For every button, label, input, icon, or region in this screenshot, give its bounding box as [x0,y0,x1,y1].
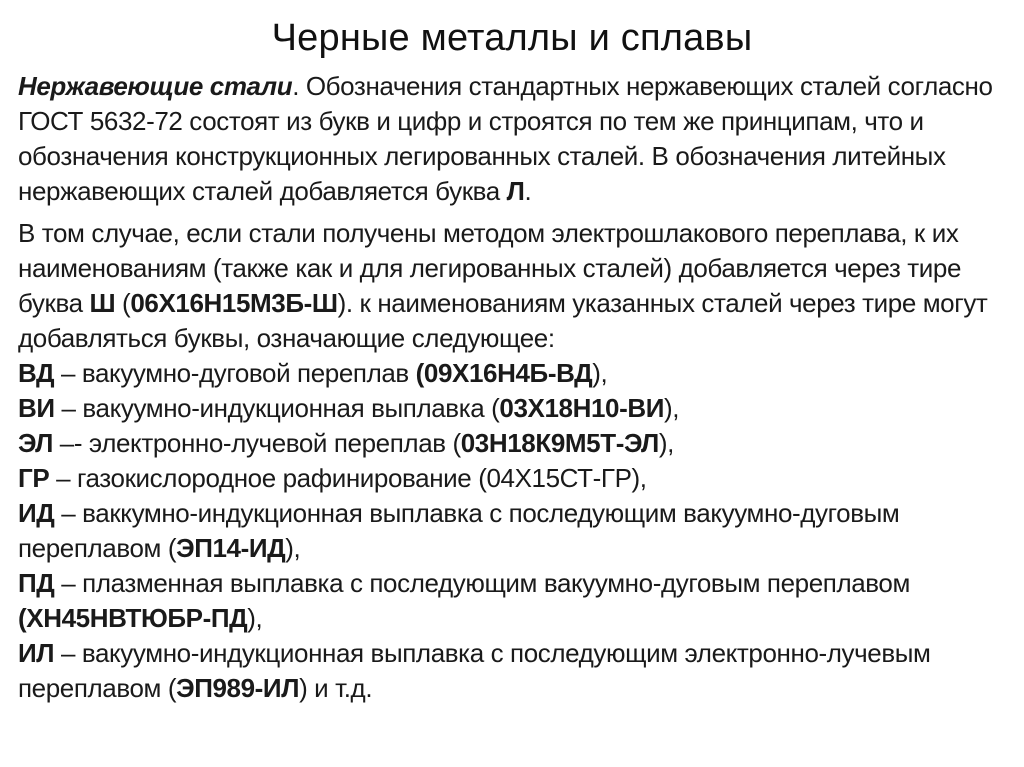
designation-grade: (ХН45НВТЮБР-ПД [18,603,248,633]
designation-close: ), [658,428,674,458]
designation-close: ), [592,358,608,388]
designation-item [18,391,1008,426]
designation-code: ГР [18,463,50,493]
designation-grade: 03Н18К9М5Т-ЭЛ [460,428,659,458]
designation-dash: – [49,463,77,493]
paragraph-stainless-steels [18,69,1008,209]
designation-code: ЭЛ [18,428,53,458]
designation-code: ВД [18,358,55,388]
designation-list [18,356,1008,706]
paragraph-heading: Нержавеющие стали [18,71,293,101]
example-grade: 06Х16Н15М3Б-Ш [130,288,338,318]
designation-item [18,426,1008,461]
designation-code: ВИ [18,393,55,423]
designation-grade: 03Х18Н10-ВИ [499,393,664,423]
designation-item [18,566,1008,636]
paragraph-text: ( [115,288,131,318]
designation-code: ИД [18,498,55,528]
designation-grade: ЭП14-ИД [176,533,286,563]
designation-dash: – [54,568,83,598]
designation-item [18,356,1008,391]
designation-code: ИЛ [18,638,55,668]
designation-desc: вакуумно-дуговой переплав [81,358,416,388]
designation-item [18,461,1008,496]
paragraph-electroslag [18,216,1008,356]
designation-dash: – [54,498,83,528]
designation-desc: газокислородное рафинирование (04Х15СТ-ГР), [77,463,647,493]
designation-code: ПД [18,568,55,598]
designation-item [18,636,1008,706]
paragraph-text: . Обозначения стандартных нержавеющих сталей согласно ГОСТ 5632-72 состоят из букв и цифр и строятся по тем же принципам, что и обозначения конструкционных легированных сталей. В обозначения литейных нержавеющих сталей добавляется буква [18,71,993,206]
designation-close: ), [285,533,301,563]
designation-desc: плазменная выплавка с последующим вакуумно-дуговым переплавом [82,568,910,598]
slide-content [18,69,1008,706]
designation-dash: – [54,638,82,668]
designation-grade: (09Х16Н4Б-ВД [415,358,593,388]
designation-dash: –- [52,428,89,458]
designation-desc: электронно-лучевой переплав ( [88,428,461,458]
paragraph-text: ). к наименованиям указанных сталей через тире могут добавляться буквы, означающие следующее: [18,288,988,353]
designation-desc: вакуумно-индукционная выплавка ( [82,393,500,423]
paragraph-text: В том случае, если стали получены методом электрошлакового переплава, к их наименованиям (также как и для легированных сталей) добавляется через тире буква [18,218,962,318]
designation-item [18,496,1008,566]
designation-desc: ваккумно-индукционная выплавка с последующим вакуумно-дуговым переплавом ( [18,498,900,563]
designation-desc: вакуумно-индукционная выплавка с последующим электронно-лучевым переплавом ( [18,638,931,703]
designation-close: ) и т.д. [299,673,373,703]
paragraph-text-end: . [524,176,532,206]
designation-close: ), [664,393,680,423]
designation-dash: – [54,393,83,423]
designation-close: ), [247,603,263,633]
slide-title: Черные металлы и сплавы [271,17,753,59]
designation-grade: ЭП989-ИЛ [176,673,300,703]
letter-sh: Ш [89,288,116,318]
designation-dash: – [54,358,82,388]
letter-l: Л [506,176,525,206]
